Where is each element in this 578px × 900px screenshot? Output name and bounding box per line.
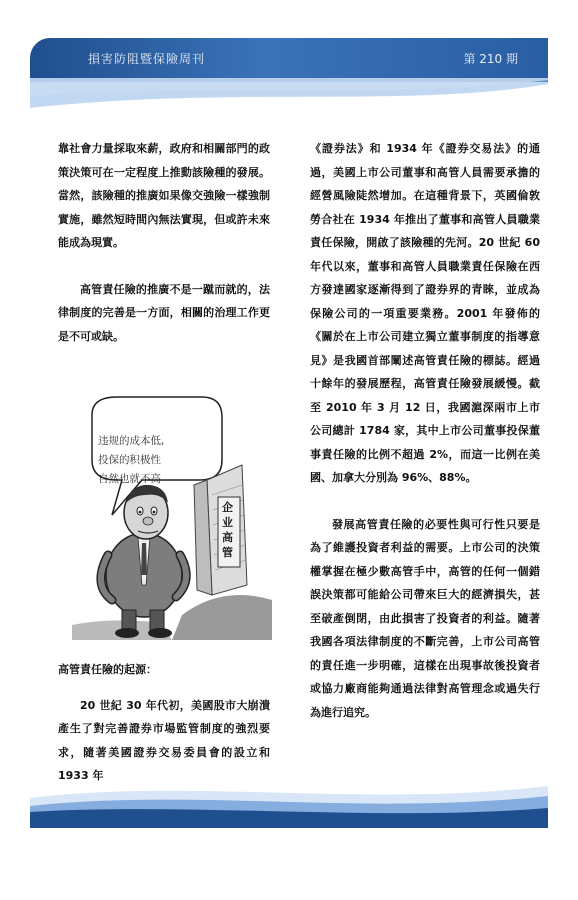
bubble-line-1: 违规的成本低,: [98, 435, 165, 447]
origin-heading: 高管責任險的起源：: [58, 663, 157, 676]
left-paragraph-1: 靠社會力量採取來薪，政府和相關部門的政策決策可在一定程度上推動該險種的發展。當然，該險種的推廣如果像交強險一樣強制實施，雖然短時間內無法實現，但或許未來能成為現實。: [58, 142, 270, 249]
right-paragraph-1: 《證券法》和 1934 年《證券交易法》的通過，美國上市公司董事和高管人員需要承擔的經營風險陡然增加。在這種背景下，英國倫敦勞合社在 1934 年推出了董事和高管人員職業責任保險，開啟了該險種的先河。20 世紀 60 年代以來，董事和高管人員職業責任保險在西方發達國家逐漸得到了證券界的青睞，並成為保險公司的一項重要業務。2001 年發佈的《關於在上市公司建立獨立董事制度的指導意見》是我國首部闡述高管責任險的標誌。經過十餘年的發展歷程，高管責任險發展緩慢。截至 2010 年 3 月 12 日，我國滬深兩市上市公司總計 1784 家，其中上市公司董事投保董事責任險的比例不超過 2%，而這一比例在美國、加拿大分別為 96%、88%。: [310, 142, 540, 484]
origin-paragraph: 20 世紀 30 年代初，美國股市大崩潰產生了對完善證券市場監管制度的強烈要求，隨著美國證券交易委員會的設立和 1933 年: [58, 698, 270, 782]
cartoon-illustration: [72, 385, 272, 640]
right-column: [310, 137, 540, 724]
issue-number: 第 210 期: [463, 52, 518, 66]
bubble-line-3: 自然也就不高: [98, 473, 161, 485]
magazine-title: 損害防阻暨保險周刊: [88, 52, 206, 66]
left-column: [58, 137, 270, 348]
right-paragraph-2: 發展高管責任險的必要性與可行性只要是為了維護投資者利益的需要。上市公司的決策權掌握在極少數高管手中，高管的任何一個錯誤決策都可能給公司帶來巨大的經濟損失，甚至破產倒閉，由此損害了投資者的利益。隨著我國各項法律制度的不斷完善，上市公司高管的責任進一步明確，這樣在出現事故後投資者或協力廠商能夠通過法律對高管理念或過失行為進行追究。: [310, 517, 540, 719]
footer-band: [30, 768, 548, 828]
building-sign: 企业高管: [222, 501, 233, 559]
header-swoosh: [30, 78, 548, 114]
left-paragraph-2: 高管責任險的推廣不是一蹴而就的，法律制度的完善是一方面，相關的治理工作更是不可或缺。: [58, 282, 270, 343]
bubble-line-2: 投保的积极性: [98, 454, 161, 466]
speech-bubble-text: [98, 432, 208, 489]
